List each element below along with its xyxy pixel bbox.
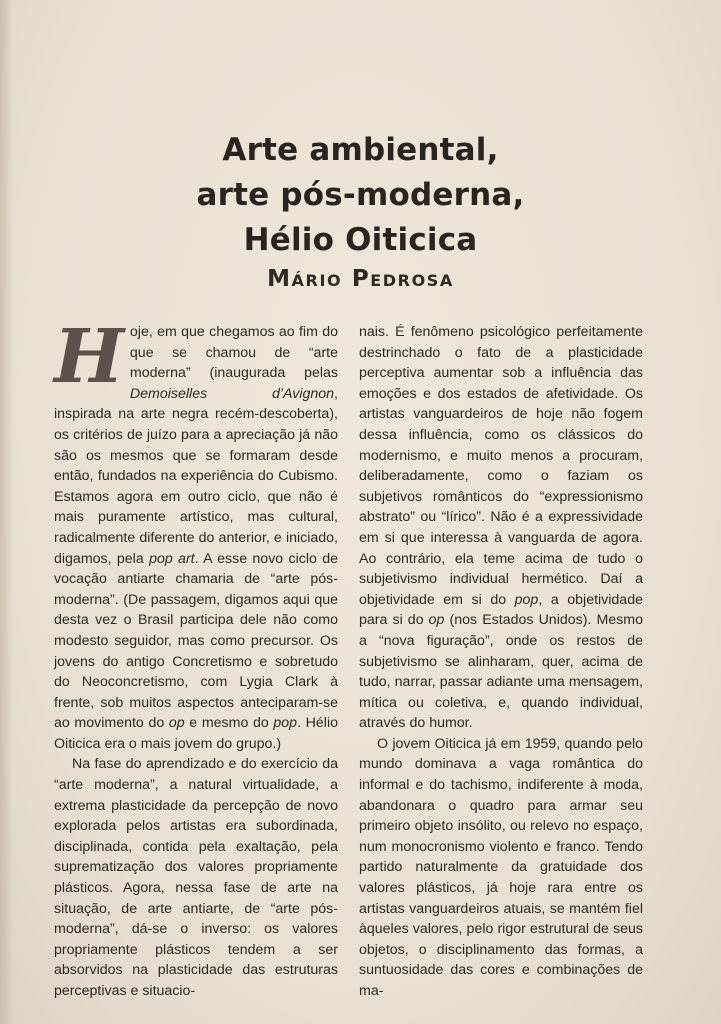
drop-cap: H — [54, 314, 124, 400]
left-p1-text-c: . A esse novo ciclo de vocação antiarte chamaria de “arte pós-moderna”. (De passagem, digamos aqui que desta vez o Brasil participa dele não como modesto seguidor, mas como precursor. Os jovens do antigo Concretismo e sobretudo do Neoconcretismo, com Lygia Clark à frente, sob muitos aspectos anteciparam-se ao movimento do — [54, 550, 339, 732]
author-name: Mário Pedrosa — [267, 266, 454, 292]
title-line-3: Hélio Oiticica — [243, 222, 478, 258]
article-title — [0, 128, 721, 263]
left-p1-italic-4: pop — [273, 715, 298, 732]
left-p1-italic-2: pop art — [149, 550, 195, 567]
left-p1-text-a: oje, em que chegamos ao fim do que se chamou de “arte moderna” (inaugurada pelas — [129, 324, 338, 382]
left-paragraph-2: Na fase do aprendizado e do exercício da “arte moderna”, a natural virtualidade, a extrema plasticidade da percepção de novo explorada pelos artistas era subordinada, disciplinada, contida pela exaltação, pela suprematização dos valores propriamente plásticos. Agora, nessa fase de arte na situação, de arte antiarte, de “arte pós-moderna”, dá-se o inverso: os valores propriamente plásticos tendem a ser absorvidos na plasticidade das estruturas perceptivas e situacio- — [54, 756, 338, 999]
left-column — [54, 314, 339, 1002]
right-p1-text-b: , a objetividade para si do — [359, 591, 643, 629]
right-column — [359, 322, 643, 1002]
left-paragraph-1 — [54, 314, 339, 754]
right-p1-text-a: nais. É fenômeno psicológico perfeitamente destrinchado o fato de a plasticidade perceptiva aumentar sob a influência das emoções e dos estados de afetividade. Os artistas vanguardeiros de hoje não fogem dessa influência, como os clássicos do modernismo, e muito menos a procuram, deliberadamente, como o faziam os subjetivos românticos do “expressionismo abstrato” ou “lírico”. Não é a expressividade em si que interessa à vanguarda de agora. Ao contrário, ela teme acima de tudo o subjetivismo individual hermético. Daí a objetividade em si do — [359, 324, 643, 608]
right-p1-italic-2: op — [428, 612, 445, 629]
left-p1-text-b: , inspirada na arte negra recém-descoberta), os critérios de juízo para a apreciação já não são os mesmos que se formaram desde então, fundados na experiência do Cubismo. Estamos agora em outro ciclo, que não é mais puramente artístico, mas cultural, radicalmente diferente do anterior, e iniciado, digamos, pela — [54, 385, 338, 567]
right-paragraph-2: O jovem Oiticica já em 1959, quando pelo mundo dominava a vaga romântica do informal e do tachismo, indiferente à moda, abandonara o quadro para armar seu primeiro objeto insólito, ou relevo no espaço, num monocronismo violento e franco. Tendo partido naturalmente da gratuidade dos valores plásticos, já hoje rara entre os artistas vanguardeiros atuais, se mantém fiel àqueles valores, pelo rigor estrutural de seus objetos, o disciplinamento das formas, a suntuosidade das cores e combinações de ma- — [359, 735, 643, 999]
title-line-1: Arte ambiental, — [222, 132, 499, 168]
left-p1-text-d: e mesmo do — [184, 715, 274, 732]
left-p1-italic-1: Demoiselles d’Avignon — [129, 385, 335, 402]
title-line-2: arte pós-moderna, — [196, 177, 525, 213]
right-paragraph-1 — [359, 322, 643, 734]
right-p1-text-c: (nos Estados Unidos). Mesmo a “nova figuração”, onde os restos de subjetivismo se alinharam, quer, acima de tudo, narrar, passar adiante uma mensagem, mítica ou coletiva, e, quando individual, através do humor. — [359, 612, 643, 732]
right-p1-italic-1: pop — [514, 591, 539, 608]
left-p1-italic-3: op — [168, 715, 185, 732]
left-p1-text-e: . Hélio Oiticica era o mais jovem do grupo.) — [54, 715, 338, 752]
